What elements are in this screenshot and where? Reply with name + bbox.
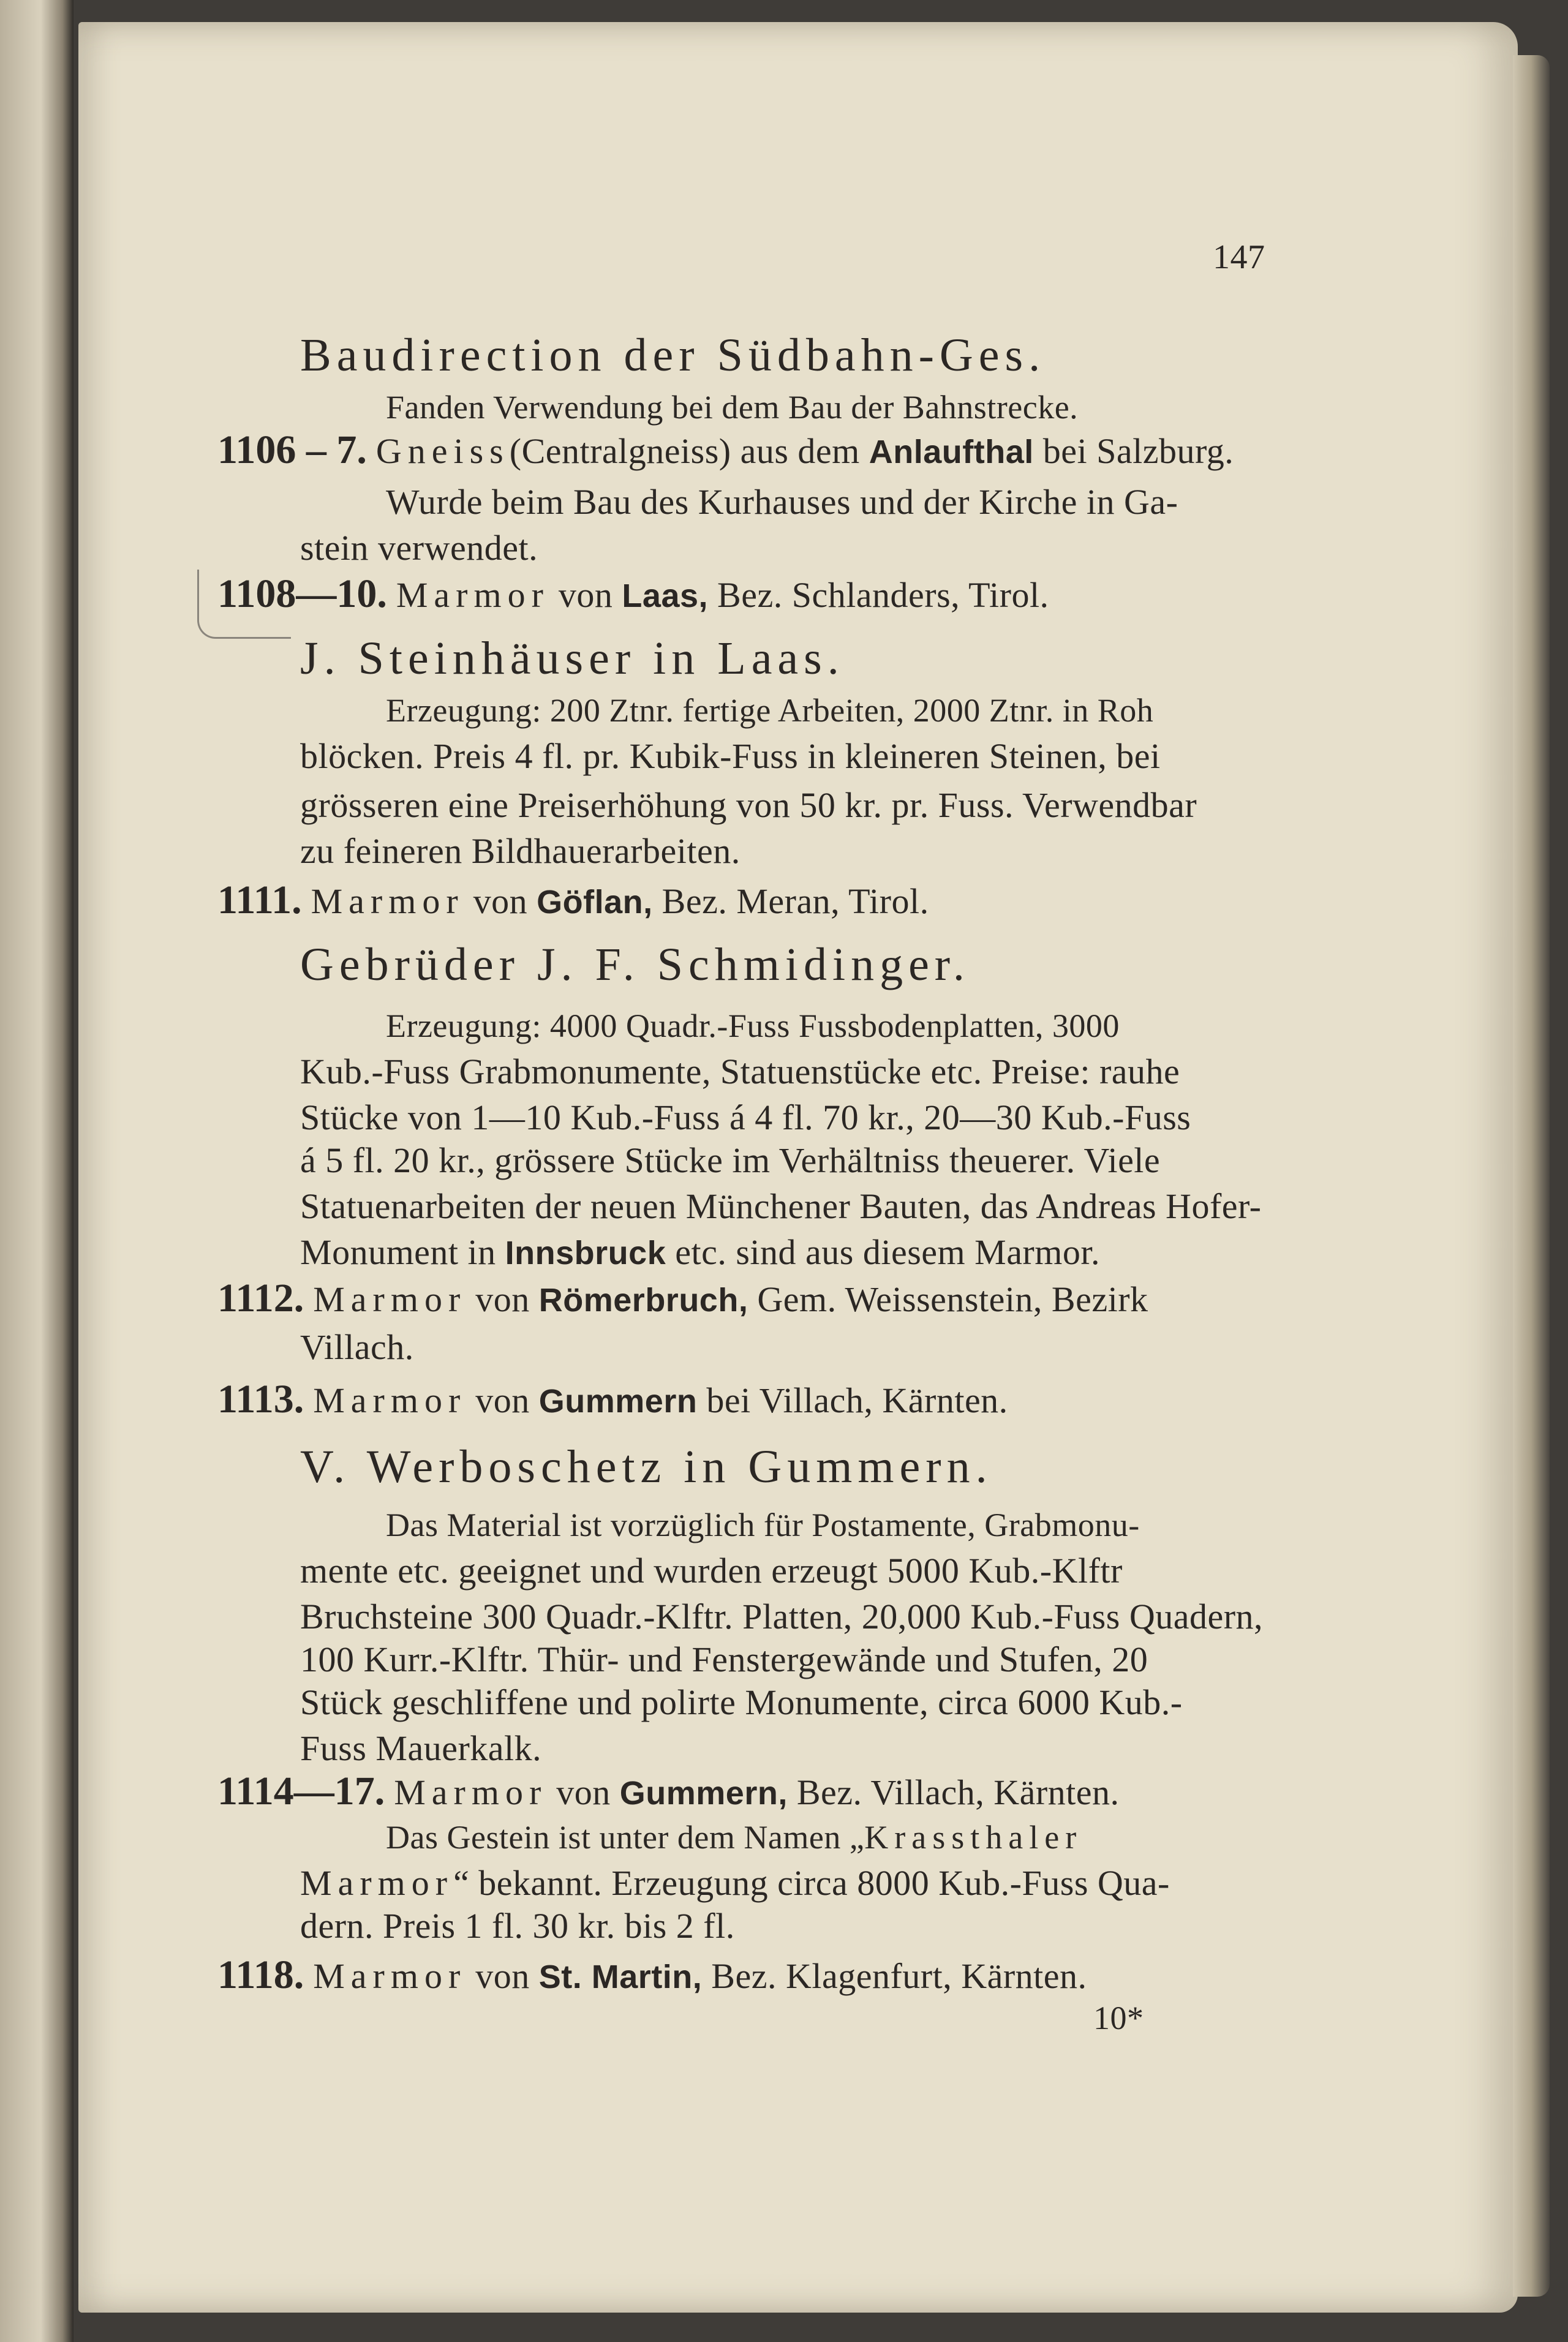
text-line: Erzeugung: 200 Ztnr. fertige Arbeiten, 2000 Ztnr. in Roh	[386, 692, 1154, 729]
locality: Gummern	[538, 1383, 698, 1420]
locality: St. Martin,	[538, 1959, 703, 1995]
locality: Göflan,	[537, 884, 653, 921]
text-line: blöcken. Preis 4 fl. pr. Kubik-Fuss in kleineren Steinen, bei	[300, 736, 1161, 776]
entry-number: 1111.	[217, 878, 302, 922]
text-line: Wurde beim Bau des Kurhauses und der Kirche in Ga-	[386, 482, 1178, 522]
stone-name: Marmor	[396, 575, 549, 615]
text-line: Statuenarbeiten der neuen Münchener Bauten, das Andreas Hofer-	[300, 1186, 1262, 1226]
heading-steinhaeuser: J. Steinhäuser in Laas.	[300, 633, 845, 684]
text-line: Villach.	[300, 1327, 414, 1367]
text-span: Bez. Klagenfurt, Kärnten.	[711, 1956, 1087, 1996]
text-span: Bez. Meran, Tirol.	[662, 881, 929, 921]
text-span: Bez. Schlanders, Tirol.	[717, 575, 1049, 615]
text-line: Stück geschliffene und polirte Monumente, circa 6000 Kub.-	[300, 1682, 1183, 1722]
text-line	[300, 1862, 1170, 1905]
stone-name: Krassthaler	[864, 1819, 1083, 1856]
text-span: von	[475, 1956, 530, 1996]
text-span: von	[556, 1772, 611, 1812]
locality: Innsbruck	[505, 1235, 666, 1271]
text-line	[300, 1231, 1100, 1275]
pencil-mark	[197, 570, 291, 639]
text-line: á 5 fl. 20 kr., grössere Stücke im Verhältniss theuerer. Viele	[300, 1140, 1161, 1180]
locality: Laas,	[622, 578, 709, 614]
locality: Römerbruch,	[538, 1282, 748, 1319]
text-span: etc. sind aus diesem Marmor.	[675, 1232, 1100, 1272]
stone-name: Gneiss	[375, 431, 510, 471]
stone-name: Marmor	[313, 1956, 467, 1996]
text-line: stein verwendet.	[300, 528, 538, 568]
text-line: mente etc. geeignet und wurden erzeugt 5000 Kub.-Klftr	[300, 1551, 1123, 1591]
entry-number: 1114—17.	[217, 1769, 385, 1813]
text-line: Fuss Mauerkalk.	[300, 1728, 542, 1768]
locality: Anlaufthal	[869, 434, 1034, 470]
text-line: Erzeugung: 4000 Quadr.-Fuss Fussbodenplatten, 3000	[386, 1007, 1120, 1044]
signature-mark: 10*	[1093, 2000, 1144, 2036]
entry-1114	[217, 1770, 1120, 1815]
entry-number: 1108—10.	[217, 571, 387, 616]
text-line: Fanden Verwendung bei dem Bau der Bahnstrecke.	[386, 389, 1079, 426]
page-edge-shadow	[1513, 55, 1550, 2297]
entry-1112	[217, 1277, 1148, 1322]
text-span: (Centralgneiss) aus dem	[509, 431, 860, 471]
text-line: zu feineren Bildhauerarbeiten.	[300, 831, 741, 871]
text-span: Bez. Villach, Kärnten.	[796, 1772, 1120, 1812]
text-line: grösseren eine Preiserhöhung von 50 kr. pr. Fuss. Verwendbar	[300, 785, 1197, 825]
entry-1106	[217, 429, 1234, 473]
facing-page-edge	[0, 0, 74, 2342]
entry-1118	[217, 1954, 1087, 1998]
text-line: Stücke von 1—10 Kub.-Fuss á 4 fl. 70 kr., 20—30 Kub.-Fuss	[300, 1098, 1191, 1137]
text-span: bei Villach, Kärnten.	[706, 1380, 1008, 1420]
text-line	[386, 1816, 1082, 1859]
text-line: Kub.-Fuss Grabmonumente, Statuenstücke etc. Preise: rauhe	[300, 1052, 1180, 1091]
locality: Gummern,	[619, 1775, 788, 1812]
text-span: von	[558, 575, 613, 615]
entry-1111	[217, 879, 929, 924]
stone-name: Marmor	[313, 1279, 467, 1319]
text-line: Das Material ist vorzüglich für Postamente, Grabmonu-	[386, 1507, 1140, 1543]
stone-name: Marmor	[313, 1380, 467, 1420]
entry-number: 1118.	[217, 1952, 304, 1997]
heading-werboschetz: V. Werboschetz in Gummern.	[300, 1441, 993, 1493]
heading-schmidinger: Gebrüder J. F. Schmidinger.	[300, 939, 970, 990]
text-span: von	[473, 881, 528, 921]
text-line: dern. Preis 1 fl. 30 kr. bis 2 fl.	[300, 1906, 735, 1946]
entry-1108	[217, 573, 1049, 617]
text-line: Bruchsteine 300 Quadr.-Klftr. Platten, 20,000 Kub.-Fuss Quadern,	[300, 1597, 1264, 1636]
text-span: von	[475, 1279, 530, 1319]
text-span: “ bekannt. Erzeugung circa 8000 Kub.-Fuss Qua-	[453, 1863, 1170, 1903]
text-line: 100 Kurr.-Klftr. Thür- und Fenstergewände und Stufen, 20	[300, 1640, 1148, 1679]
stone-name: Marmor	[394, 1772, 548, 1812]
entry-number: 1112.	[217, 1276, 304, 1320]
text-span: Das Gestein ist unter dem Namen „	[386, 1819, 865, 1856]
stone-name: Marmor	[311, 881, 464, 921]
text-span: bei Salzburg.	[1042, 431, 1234, 471]
entry-1113	[217, 1378, 1008, 1423]
page-number: 147	[1213, 238, 1265, 276]
text-span: Gem. Weissenstein, Bezirk	[757, 1279, 1148, 1319]
heading-baudirection: Baudirection der Südbahn-Ges.	[300, 329, 1046, 381]
entry-number: 1113.	[217, 1377, 304, 1421]
text-span: von	[475, 1380, 530, 1420]
text-span: Monument in	[300, 1232, 496, 1272]
entry-number: 1106 – 7.	[217, 427, 367, 472]
stone-name: Marmor	[300, 1863, 454, 1903]
